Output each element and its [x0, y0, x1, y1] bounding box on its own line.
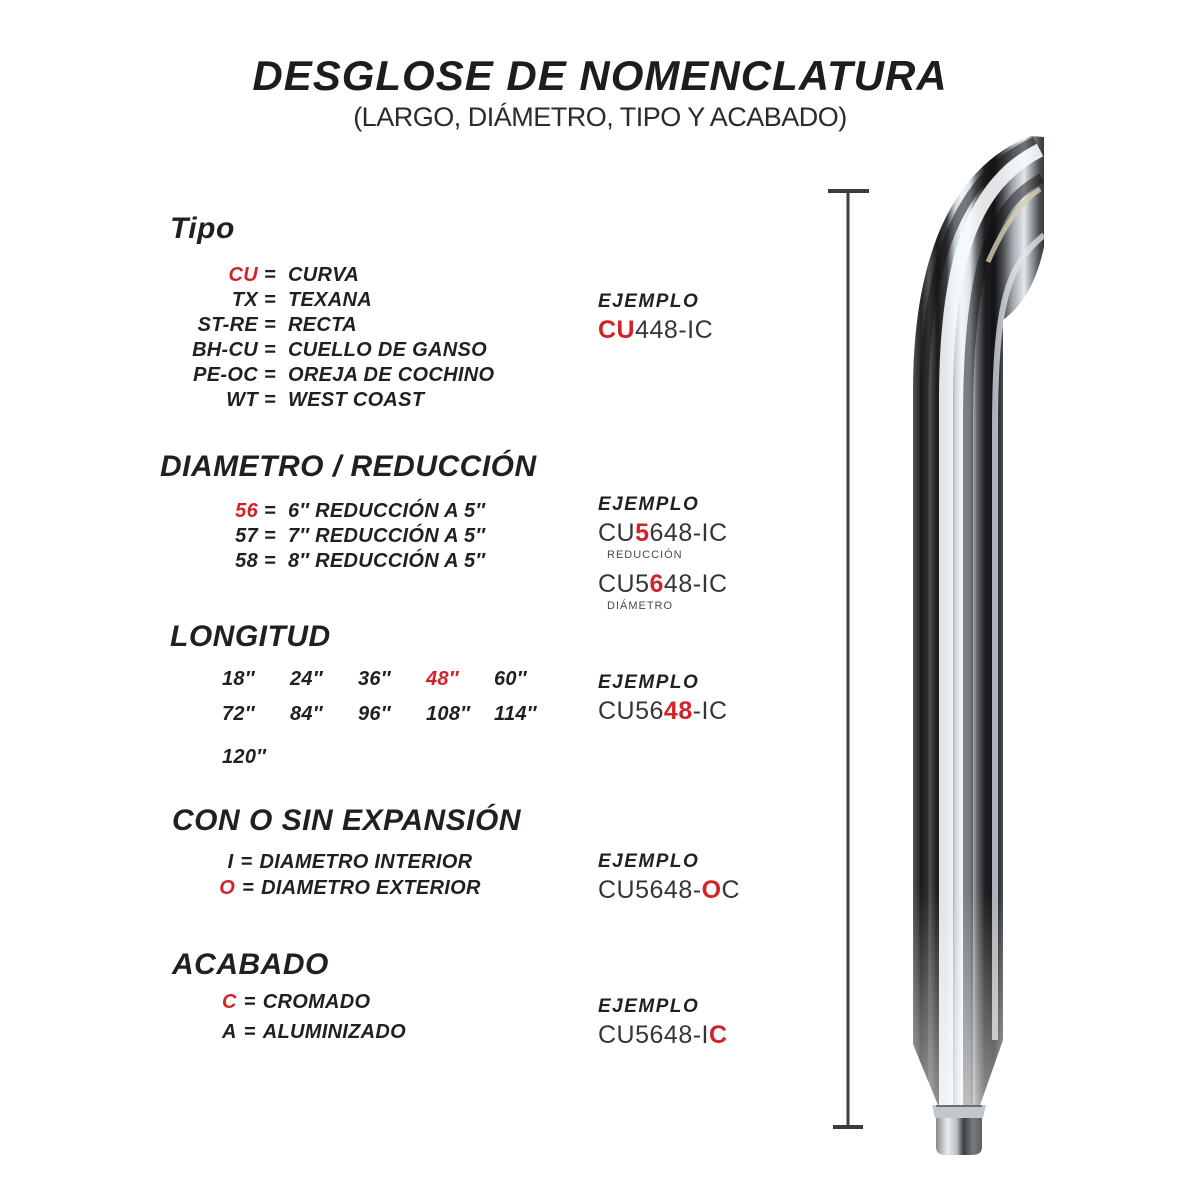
- expansion-list: [172, 851, 528, 903]
- equals-sign: =: [264, 500, 276, 522]
- tipo-label-recta: RECTA: [288, 314, 357, 336]
- equals-sign: =: [264, 339, 276, 361]
- equals-sign: =: [264, 289, 276, 311]
- equals-sign: =: [242, 877, 255, 899]
- ejemplo-expansion: [598, 851, 740, 905]
- longitud-72: 72″: [222, 703, 255, 725]
- code-post: 48-IC: [663, 570, 728, 598]
- pipe-bottom-tube: [936, 1118, 982, 1155]
- tipo-label-oreja: OREJA DE COCHINO: [288, 364, 495, 386]
- pipe-dark-streak-left: [924, 141, 1035, 1110]
- tipo-row-bhcu: [170, 339, 494, 364]
- expansion-heading: CON O SIN EXPANSIÓN: [172, 804, 521, 837]
- expansion-code-i: I: [227, 851, 234, 873]
- code-highlight: CU: [598, 316, 636, 344]
- expansion-code-o: O: [219, 877, 236, 899]
- page-subtitle: (LARGO, DIÁMETRO, TIPO Y ACABADO): [353, 102, 847, 132]
- page-title: DESGLOSE DE NOMENCLATURA: [252, 52, 948, 99]
- equals-sign: =: [243, 991, 256, 1013]
- ejemplo-label: EJEMPLO: [598, 494, 700, 515]
- ejemplo-label: EJEMPLO: [598, 851, 700, 872]
- diametro-code-58: 58: [235, 550, 258, 572]
- expansion-label-interior: DIAMETRO INTERIOR: [259, 851, 473, 873]
- expansion-label-exterior: DIAMETRO EXTERIOR: [261, 877, 481, 899]
- ejemplo-code: [598, 316, 713, 345]
- diametro-label-57: 7″ REDUCCIÓN A 5″: [288, 525, 486, 547]
- tipo-row-tx: [170, 289, 494, 314]
- ejemplo-caption-diametro: DIÁMETRO: [607, 600, 674, 612]
- ejemplo-code: [598, 876, 740, 905]
- code-highlight: O: [701, 876, 722, 904]
- equals-sign: =: [264, 389, 276, 411]
- longitud-108: 108″: [426, 703, 471, 725]
- measurement-line: [828, 191, 869, 1127]
- longitud-24: 24″: [290, 668, 323, 690]
- ejemplo-label: EJEMPLO: [598, 291, 700, 312]
- acabado-list: [222, 991, 406, 1051]
- acabado-row-a: [222, 1021, 406, 1051]
- tipo-row-wt: [170, 389, 494, 414]
- acabado-row-c: [222, 991, 406, 1021]
- code-post: C: [721, 876, 741, 904]
- longitud-96: 96″: [358, 703, 391, 725]
- ejemplo-tipo: [598, 291, 713, 345]
- longitud-60: 60″: [494, 668, 527, 690]
- longitud-heading: LONGITUD: [170, 620, 331, 653]
- pipe-dark-streak-right: [968, 178, 1042, 1110]
- code-post: 448-IC: [635, 316, 714, 344]
- code-pre: CU5: [598, 570, 650, 598]
- tipo-code-cu: CU: [228, 264, 258, 286]
- expansion-row-i: [172, 851, 528, 877]
- code-post: -IC: [692, 697, 728, 725]
- longitud-36: 36″: [358, 668, 391, 690]
- diametro-heading: DIAMETRO / REDUCCIÓN: [160, 450, 537, 483]
- tipo-label-cuello: CUELLO DE GANSO: [288, 339, 487, 361]
- tipo-row-stre: [170, 314, 494, 339]
- tipo-label-texana: TEXANA: [288, 289, 373, 311]
- equals-sign: =: [264, 364, 276, 386]
- tipo-code-bhcu: BH-CU: [192, 339, 258, 361]
- code-pre: CU5648-: [598, 876, 702, 904]
- longitud-114: 114″: [494, 703, 537, 725]
- diametro-row-58: [170, 550, 485, 575]
- equals-sign: =: [264, 525, 276, 547]
- ejemplo-code-diametro: [598, 570, 728, 599]
- equals-sign: =: [264, 550, 276, 572]
- longitud-120: 120″: [222, 746, 267, 768]
- code-highlight: 6: [649, 570, 664, 598]
- longitud-row-1: [222, 668, 562, 691]
- code-pre: CU: [598, 519, 636, 547]
- ejemplo-longitud: [598, 672, 728, 726]
- tipo-row-cu: [170, 264, 494, 289]
- acabado-code-a: A: [222, 1021, 237, 1043]
- ejemplo-label: EJEMPLO: [598, 672, 700, 693]
- pipe-body: [913, 136, 1044, 1105]
- pipe-warm-glint: [988, 189, 1040, 262]
- ejemplo-code-reduccion: [598, 519, 728, 548]
- equals-sign: =: [243, 1021, 256, 1043]
- expansion-row-o: [172, 877, 528, 903]
- tipo-list: [170, 264, 494, 414]
- diametro-label-58: 8″ REDUCCIÓN A 5″: [288, 550, 486, 572]
- diametro-list: [170, 500, 485, 575]
- ejemplo-diametro: [598, 494, 728, 612]
- ejemplo-label: EJEMPLO: [598, 996, 700, 1017]
- tipo-code-peoc: PE-OC: [193, 364, 258, 386]
- longitud-48: 48″: [426, 668, 459, 690]
- code-highlight: 48: [663, 697, 693, 725]
- acabado-heading: ACABADO: [172, 948, 329, 981]
- diametro-code-57: 57: [235, 525, 258, 547]
- acabado-code-c: C: [222, 991, 237, 1013]
- pipe-highlight-streak: [946, 150, 1040, 1110]
- acabado-label-aluminizado: ALUMINIZADO: [262, 1021, 407, 1043]
- tipo-code-tx: TX: [231, 289, 258, 311]
- longitud-18: 18″: [222, 668, 255, 690]
- code-pre: CU5648-I: [598, 1021, 709, 1049]
- acabado-label-cromado: CROMADO: [262, 991, 371, 1013]
- diametro-row-57: [170, 525, 485, 550]
- ejemplo-code: [598, 697, 728, 726]
- diametro-code-56: 56: [235, 500, 258, 522]
- longitud-84: 84″: [290, 703, 323, 725]
- diametro-label-56: 6″ REDUCCIÓN A 5″: [288, 500, 486, 522]
- longitud-row-2: [222, 703, 562, 726]
- tipo-heading: Tipo: [170, 212, 235, 245]
- equals-sign: =: [264, 264, 276, 286]
- equals-sign: =: [264, 314, 276, 336]
- tipo-code-wt: WT: [226, 389, 258, 411]
- code-pre: CU56: [598, 697, 664, 725]
- diametro-row-56: [170, 500, 485, 525]
- code-post: 648-IC: [649, 519, 728, 547]
- ejemplo-caption-reduccion: REDUCCIÓN: [607, 549, 683, 561]
- code-highlight: C: [709, 1021, 728, 1049]
- tipo-code-stre: ST-RE: [197, 314, 258, 336]
- pipe-reducer-ring: [932, 1105, 986, 1118]
- pipe-edge-highlight: [995, 235, 1044, 1040]
- code-highlight: 5: [635, 519, 650, 547]
- ejemplo-acabado: [598, 996, 728, 1050]
- tipo-label-westcoast: WEST COAST: [288, 389, 425, 411]
- pipe-bottom-fade: [900, 880, 1060, 1110]
- tipo-row-peoc: [170, 364, 494, 389]
- equals-sign: =: [240, 851, 253, 873]
- tipo-label-curva: CURVA: [288, 264, 360, 286]
- ejemplo-code: [598, 1021, 728, 1050]
- longitud-row-3: [222, 746, 562, 769]
